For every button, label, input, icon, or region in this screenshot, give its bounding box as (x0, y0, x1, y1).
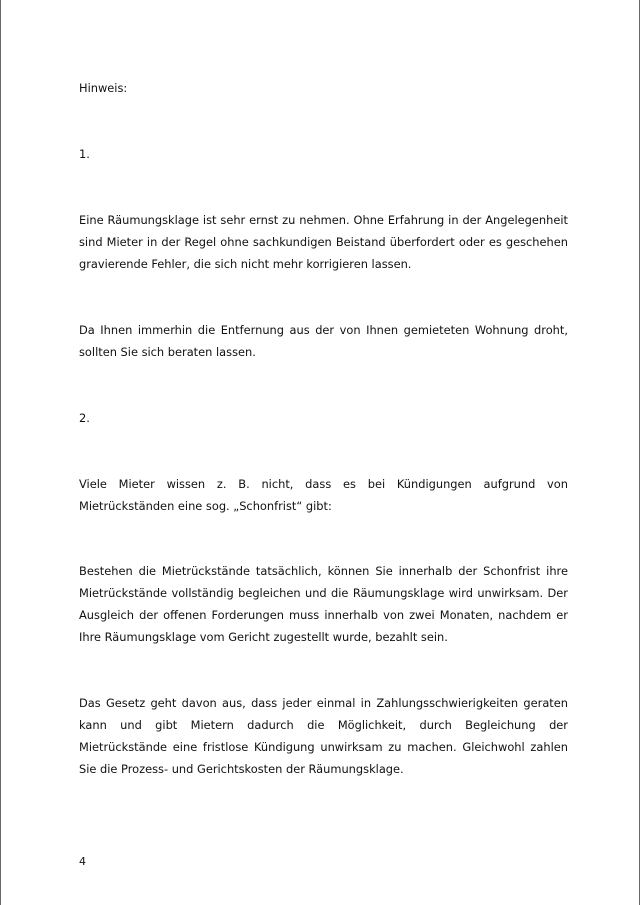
section-number-2: 2. (79, 411, 90, 425)
paragraph-grace-period-intro: Viele Mieter wissen z. B. nicht, dass es bei Kündigungen aufgrund von Mietrückständen eine sog. „Schonfrist“ gibt: (79, 477, 568, 513)
paragraph-eviction-seriousness: Eine Räumungsklage ist sehr ernst zu nehmen. Ohne Erfahrung in der Angelegenheit sind Mieter in der Regel ohne sachkundigen Beistand überfordert oder es geschehen gravierende Fehler, die sich nicht mehr korrigieren lassen. (79, 213, 568, 271)
note-heading: Hinweis: (79, 81, 128, 95)
paragraph-seek-advice: Da Ihnen immerhin die Entfernung aus der von Ihnen gemieteten Wohnung droht, sollten Sie sich beraten lassen. (79, 323, 568, 359)
page-content (79, 77, 568, 780)
section-number-1: 1. (79, 147, 90, 161)
page-number: 4 (79, 855, 86, 868)
paragraph-grace-period-details: Bestehen die Mietrückstände tatsächlich, können Sie innerhalb der Schonfrist ihre Mietrückstände vollständig begleichen und die Räumungsklage wird unwirksam. Der Ausgleich der offenen Forderungen muss innerhalb von zwei Monaten, nachdem er Ihre Räumungsklage vom Gericht zugestellt wurde, bezahlt sein. (79, 564, 568, 644)
paragraph-law-explanation: Das Gesetz geht davon aus, dass jeder einmal in Zahlungsschwierigkeiten geraten kann und gibt Mietern dadurch die Möglichkeit, durch Begleichung der Mietrückstände eine fristlose Kündigung unwirksam zu machen. Gleichwohl zahlen Sie die Prozess- und Gerichtskosten der Räumungsklage. (79, 696, 568, 776)
